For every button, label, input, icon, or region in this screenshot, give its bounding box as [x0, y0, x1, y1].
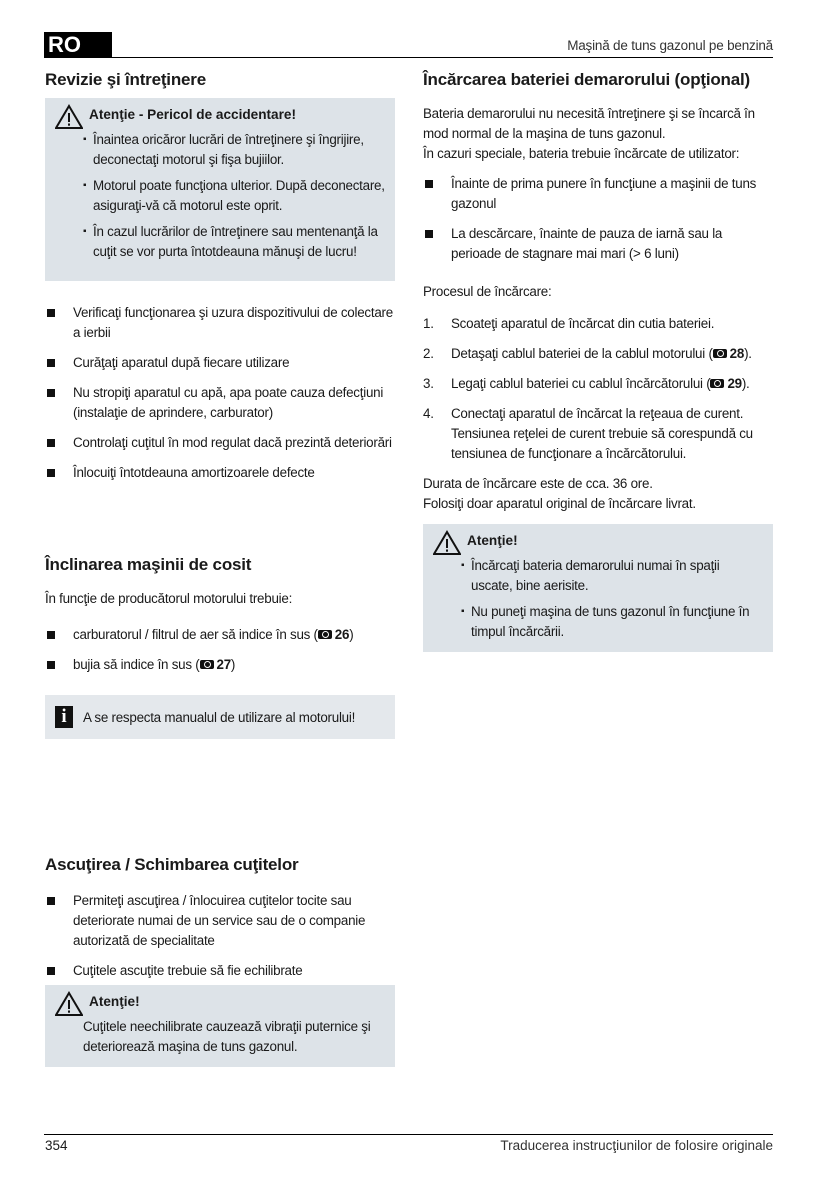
list-item-text: ): [349, 627, 354, 642]
list-item: [423, 314, 773, 334]
battery-heading: Încărcarea bateriei demarorului (opţional): [423, 70, 750, 89]
list-item: [45, 463, 395, 483]
list-item: [423, 224, 773, 264]
list-item-text: ).: [741, 376, 750, 391]
figure-number: 27: [216, 657, 231, 672]
step-number: 1.: [423, 316, 434, 331]
list-item-text: Scoateţi aparatul de încărcat din cutia bateriei.: [451, 316, 715, 331]
list-item: [45, 655, 395, 675]
footer-rule: [44, 1134, 773, 1135]
right-column: [423, 66, 773, 652]
bullet-square-icon: [47, 897, 55, 905]
sharpening-warning-box: [45, 985, 395, 1067]
battery-intro-2: În cazuri speciale, bateria trebuie încărcate de utilizator:: [423, 146, 740, 161]
list-item-text: Permiteţi ascuţirea / înlocuirea cuţitelor tocite sau deteriorate numai de un service sau de o companie autorizată de specialitate: [73, 893, 366, 948]
charging-process-label: Procesul de încărcare:: [423, 284, 552, 299]
bullet-square-icon: [425, 230, 433, 238]
camera-icon: [318, 630, 332, 639]
bullet-square-icon: [47, 967, 55, 975]
tilting-list: [45, 625, 395, 675]
warning-triangle-icon: [433, 530, 461, 556]
figure-number: 28: [729, 346, 745, 361]
list-item-text: Legaţi cablul bateriei cu cablul încărcătorului (: [451, 376, 711, 391]
list-item: [423, 344, 773, 364]
list-item: ▪ Înaintea oricăror lucrări de întreţinere şi îngrijire, deconectaţi motorul şi fişa bujiilor.: [83, 130, 385, 170]
battery-conditions-list: [423, 174, 773, 264]
figure-reference[interactable]: [318, 627, 349, 642]
charging-duration: Durata de încărcare este de cca. 36 ore.: [423, 476, 653, 491]
maintenance-list: [45, 303, 395, 483]
bullet-square-icon: [47, 661, 55, 669]
figure-reference[interactable]: [710, 376, 741, 391]
sharpening-warning-title: Atenţie!: [89, 994, 140, 1009]
header-rule: [44, 57, 773, 58]
bullet-square-icon: [47, 469, 55, 477]
list-item: [45, 625, 395, 645]
list-item: [45, 961, 395, 981]
battery-intro-1: Bateria demarorului nu necesită întreţinere şi se încarcă în mod normal de la maşina de tuns gazonul.: [423, 106, 755, 141]
bullet-square-icon: [47, 309, 55, 317]
warning-triangle-icon: [55, 991, 83, 1017]
bullet-square-icon: [47, 439, 55, 447]
warning-triangle-icon: [55, 104, 83, 130]
charging-warning-title: Atenţie!: [467, 533, 518, 548]
list-item-text: Înainte de prima punere în funcţiune a maşinii de tuns gazonul: [451, 176, 757, 211]
step-number: 2.: [423, 346, 434, 361]
list-item-text: carburatorul / filtrul de aer să indice în sus (: [73, 627, 318, 642]
left-column: [45, 66, 395, 1067]
camera-icon: [710, 379, 724, 388]
figure-reference[interactable]: [713, 346, 744, 361]
page-number: 354: [45, 1138, 68, 1153]
camera-icon: [713, 349, 727, 358]
sharpening-list: [45, 891, 395, 981]
figure-number: 26: [334, 627, 350, 642]
maintenance-warning-title: Atenţie - Pericol de accidentare!: [89, 107, 296, 122]
step-number: 3.: [423, 376, 434, 391]
list-item-text: Conectaţi aparatul de încărcat la reţeaua de curent. Tensiunea reţelei de curent trebuie să corespundă cu tensiunea de funcţionare a încărcătorului.: [451, 406, 753, 461]
list-item: [423, 374, 773, 394]
maintenance-warning-list: [55, 130, 385, 262]
language-badge: RO: [44, 32, 112, 58]
info-icon: i: [55, 706, 73, 728]
list-item-text: Cuţitele ascuţite trebuie să fie echilibrate: [73, 963, 303, 978]
list-item-text: ): [230, 657, 236, 672]
bullet-square-icon: [47, 359, 55, 367]
bullet-square-icon: [425, 180, 433, 188]
list-item-text: Verificaţi funcţionarea şi uzura dispozitivului de colectare a ierbii: [73, 305, 393, 340]
list-item-text: Înlocuiţi întotdeauna amortizoarele defecte: [73, 465, 315, 480]
list-item: [423, 174, 773, 214]
list-item: [45, 383, 395, 423]
list-item-text: La descărcare, înainte de pauza de iarnă sau la perioade de stagnare mai mari (> 6 luni): [451, 226, 723, 261]
footer-title: Traducerea instrucţiunilor de folosire originale: [500, 1138, 773, 1153]
bullet-square-icon: [47, 631, 55, 639]
tilting-heading: Înclinarea maşinii de cosit: [45, 555, 252, 574]
charging-warning-list: [433, 556, 763, 642]
camera-icon: [200, 660, 214, 669]
list-item: ▪ Motorul poate funcţiona ulterior. După deconectare, asiguraţi-vă că motorul este oprit.: [83, 176, 385, 216]
maintenance-warning-box: [45, 98, 395, 281]
list-item-text: Controlaţi cuţitul în mod regulat dacă prezintă deteriorări: [73, 435, 392, 450]
list-item-text: Curăţaţi aparatul după fiecare utilizare: [73, 355, 290, 370]
list-item: [423, 404, 773, 464]
info-text: A se respecta manualul de utilizare al motorului!: [83, 709, 356, 725]
sharpening-warning-text: Cuţitele neechilibrate cauzează vibraţii puternice şi deteriorează maşina de tuns gazonul.: [83, 1019, 371, 1054]
header-title: Maşină de tuns gazonul pe benzină: [567, 38, 773, 53]
bullet-square-icon: [47, 389, 55, 397]
figure-number: 29: [727, 376, 742, 391]
list-item: [45, 433, 395, 453]
list-item-text: bujia să indice în sus (: [73, 657, 200, 672]
maintenance-heading: Revizie şi întreţinere: [45, 70, 206, 89]
motor-manual-info-box: [45, 695, 395, 739]
tilting-intro: În funcţie de producătorul motorului trebuie:: [45, 591, 293, 606]
list-item: ▪ Încărcaţi bateria demarorului numai în spaţii uscate, bine aerisite.: [461, 556, 763, 596]
charging-warning-box: [423, 524, 773, 652]
list-item: ▪ În cazul lucrărilor de întreţinere sau mentenanţă la cuţit se vor purta întotdeauna mănuşi de lucru!: [83, 222, 385, 262]
charging-steps-list: [423, 314, 773, 464]
list-item-text: Detaşaţi cablul bateriei de la cablul motorului (: [451, 346, 713, 361]
sharpening-heading: Ascuţirea / Schimbarea cuţitelor: [45, 855, 299, 874]
list-item: ▪ Nu puneţi maşina de tuns gazonul în funcţiune în timpul încărcării.: [461, 602, 763, 642]
step-number: 4.: [423, 406, 434, 421]
list-item-text: Nu stropiţi aparatul cu apă, apa poate cauza defecţiuni (instalaţie de aprindere, carburator): [73, 385, 384, 420]
list-item: [45, 303, 395, 343]
list-item-text: ).: [744, 346, 752, 361]
list-item: [45, 353, 395, 373]
figure-reference[interactable]: [200, 657, 231, 672]
list-item: [45, 891, 395, 951]
charger-note: Folosiţi doar aparatul original de încărcare livrat.: [423, 496, 696, 511]
